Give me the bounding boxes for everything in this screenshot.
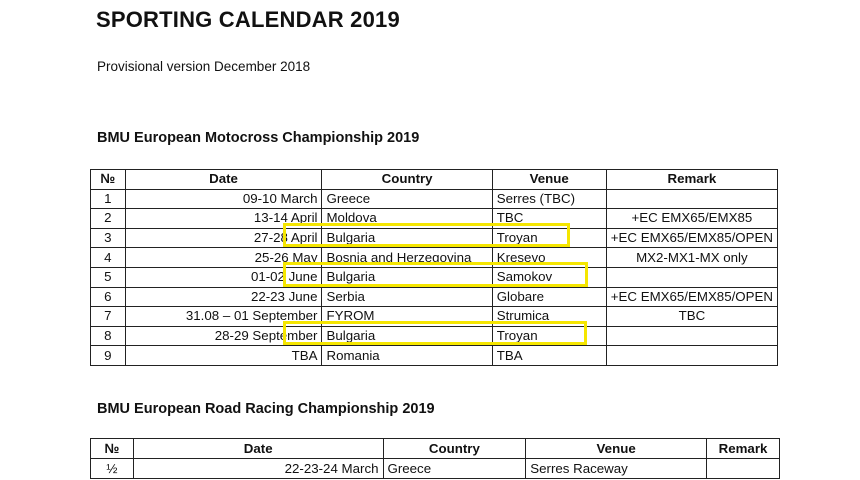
- cell-country: FYROM: [322, 307, 492, 327]
- table-row: [91, 267, 778, 287]
- cell-country: Moldova: [322, 209, 492, 229]
- cell-venue: TBC: [492, 209, 606, 229]
- cell-country: Bulgaria: [322, 326, 492, 346]
- table-row: [91, 326, 778, 346]
- cell-number: 5: [91, 267, 126, 287]
- cell-number: 6: [91, 287, 126, 307]
- cell-number: ½: [91, 459, 134, 479]
- page-subtitle: Provisional version December 2018: [97, 59, 311, 74]
- cell-remark: +EC EMX65/EMX85/OPEN: [606, 228, 777, 248]
- cell-number: 1: [91, 189, 126, 209]
- cell-number: 2: [91, 209, 126, 229]
- road-racing-section-title: BMU European Road Racing Championship 2019: [97, 401, 435, 417]
- cell-country: Bulgaria: [322, 267, 492, 287]
- table-row: [91, 209, 778, 229]
- table-row: [91, 346, 778, 366]
- cell-date: 01-02 June: [125, 267, 322, 287]
- cell-date: 25-26 May: [125, 248, 322, 268]
- cell-country: Romania: [322, 346, 492, 366]
- cell-remark: [606, 267, 777, 287]
- cell-remark: [606, 326, 777, 346]
- cell-remark: MX2-MX1-MX only: [606, 248, 777, 268]
- table-header-row: [91, 170, 778, 190]
- header-number: №: [91, 439, 134, 459]
- header-country: Country: [383, 439, 526, 459]
- cell-date: 27-28 April: [125, 228, 322, 248]
- header-date: Date: [133, 439, 383, 459]
- table-header-row: [91, 439, 780, 459]
- motocross-calendar-table: [90, 169, 778, 366]
- cell-remark: [606, 346, 777, 366]
- table-row: [91, 287, 778, 307]
- cell-remark: +EC EMX65/EMX85: [606, 209, 777, 229]
- header-remark: Remark: [606, 170, 777, 190]
- cell-remark: [606, 189, 777, 209]
- cell-venue: Strumica: [492, 307, 606, 327]
- table-row: [91, 189, 778, 209]
- table-row: [91, 307, 778, 327]
- header-date: Date: [125, 170, 322, 190]
- cell-venue: Troyan: [492, 228, 606, 248]
- cell-number: 8: [91, 326, 126, 346]
- cell-date: 31.08 – 01 September: [125, 307, 322, 327]
- cell-country: Serbia: [322, 287, 492, 307]
- header-number: №: [91, 170, 126, 190]
- cell-number: 4: [91, 248, 126, 268]
- page-title: SPORTING CALENDAR 2019: [96, 7, 400, 32]
- header-remark: Remark: [707, 439, 780, 459]
- table-row: [91, 248, 778, 268]
- header-venue: Venue: [526, 439, 707, 459]
- table-row: [91, 459, 780, 479]
- cell-number: 7: [91, 307, 126, 327]
- cell-venue: Troyan: [492, 326, 606, 346]
- cell-venue: Serres Raceway: [526, 459, 707, 479]
- road-racing-calendar-table: [90, 438, 780, 479]
- cell-venue: Samokov: [492, 267, 606, 287]
- cell-date: 22-23-24 March: [133, 459, 383, 479]
- cell-date: 13-14 April: [125, 209, 322, 229]
- cell-date: TBA: [125, 346, 322, 366]
- cell-number: 3: [91, 228, 126, 248]
- motocross-section-title: BMU European Motocross Championship 2019: [97, 130, 420, 146]
- cell-number: 9: [91, 346, 126, 366]
- cell-country: Bosnia and Herzegovina: [322, 248, 492, 268]
- cell-remark: TBC: [606, 307, 777, 327]
- cell-date: 09-10 March: [125, 189, 322, 209]
- cell-remark: [707, 459, 780, 479]
- cell-venue: Kresevo: [492, 248, 606, 268]
- cell-remark: +EC EMX65/EMX85/OPEN: [606, 287, 777, 307]
- header-venue: Venue: [492, 170, 606, 190]
- cell-date: 28-29 September: [125, 326, 322, 346]
- cell-country: Bulgaria: [322, 228, 492, 248]
- cell-date: 22-23 June: [125, 287, 322, 307]
- cell-venue: TBA: [492, 346, 606, 366]
- cell-venue: Globare: [492, 287, 606, 307]
- cell-country: Greece: [383, 459, 526, 479]
- cell-country: Greece: [322, 189, 492, 209]
- table-row: [91, 228, 778, 248]
- header-country: Country: [322, 170, 492, 190]
- cell-venue: Serres (TBC): [492, 189, 606, 209]
